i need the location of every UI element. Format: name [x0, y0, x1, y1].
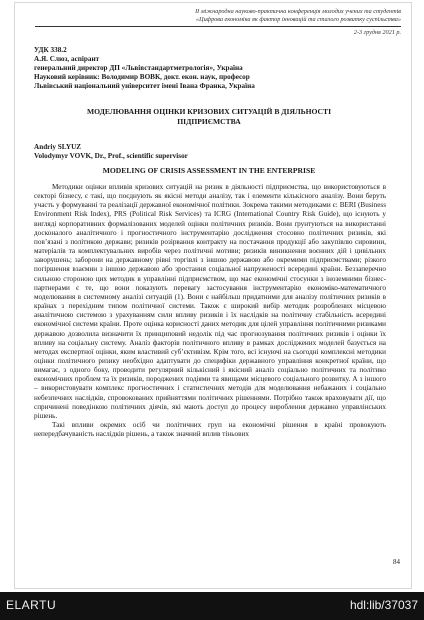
author-name-eng: Andriy SLYUZ — [34, 143, 82, 151]
page-number: 84 — [393, 558, 400, 566]
author-position-ukr: генеральний директор ДП «Львівстандартметрологія», Україна — [34, 64, 243, 72]
article-body — [34, 183, 386, 439]
eng-author-block — [34, 143, 384, 161]
header-line-2: «Цифрова економіка як фактор інновацій та сталого розвитку суспільства» — [196, 16, 401, 23]
header-rule — [35, 26, 401, 27]
university-ukr: Львівський національний університет імені Івана Франка, Україна — [34, 82, 255, 90]
footer-handle-link[interactable]: hdl:lib/37037 — [349, 598, 418, 612]
conference-date: 2-3 грудня 2021 р. — [353, 29, 401, 36]
author-name-ukr: А.Я. Слюз, аспірант — [34, 55, 100, 63]
header-line-1: ІІ міжнародна науково-практична конференція молодих учених та студентів — [195, 8, 401, 15]
supervisor-ukr: Науковий керівник: Володимир ВОВК, докт. екон. наук, професор — [34, 73, 250, 81]
conference-header — [195, 8, 401, 24]
title-ukr-line-1: МОДЕЛЮВАННЯ ОЦІНКИ КРИЗОВИХ СИТУАЦІЙ В ДІЯЛЬНОСТІ — [86, 107, 332, 116]
supervisor-eng: Volodymyr VOVK, Dr., Prof., scientific supervisor — [34, 152, 188, 160]
title-ukr-line-2: ПІДПРИЄМСТВА — [177, 117, 241, 126]
paragraph-1: Методики оцінки впливів кризових ситуацій на ризик в діяльності підприємства, що використовуються в секторі бізнесу, є такі, що поєднують як якісні методи аналізу, так і елементи кількісного аналізу. Вони беруть участь у формуванні та реалізації державної економічної політики. Зокрема такими методиками є: BERI (Business Environment Risk Index), PRS (Political Risk Services) та ICRG (International Country Risk Guide), що існують у вигляді корпоративних формалізованих моделей оцінки політичних ризиків. Вони ґрунтуються на використанні досконалого аналітичного і прогностичного інструментарію дослідження стосовно політичних ризиків, які пов’язані з політикою держави; ризиків розірвання контракту на постачання продукції або закупівлю сировини, матеріалів та комплектувальних виробів через політичні мотиви; ризиків виникнення воєнних дій і цивільних заворушень; заборони на державному рівні торгівлі з іншою державою або окремими підприємствами; різкого погіршення взаємин з іншою державою або зростання соціальної напруженості всередині країни. Беззаперечно сильною стороною цих методик в управлінні підприємством, що має економічні стосунки з іноземними бізнес-партнерами є те, що вони показують перевагу застосування інструментарію економіко-математичного моделювання в системному аналізі ситуацій (1). Вони є найбільш придатними для аналізу політичних ризиків в країнах з перехідним типом політичної системи. Також є широкий вибір методик розроблених місцевою аналітичною системою з урахуванням сили впливу ризиків і їх наслідків на політичну стабільність всередині економічної системи країни. Проте оцінка корисності даних методик для цілей управління політичними ризиками державою дозволила визначити їх принциповий недолік під час прогнозування політичних ризиків і оцінки їх впливу на соціальну систему. Аналіз факторів політичного впливу в рамках досліджених моделей базується на методах експертної оцінки, яким властивий суб’єктивізм. Крім того, всі існуючі на сьогодні комплексні методики оцінки політичного ризику необхідно адаптувати до специфіки державного управління конкретної країни, що вимагає, з одного боку, проводити регулярний кількісний і якісний аналіз соціально політичних та політико економічних проблем та їх ризиків, породжених подіями та явищами місцевого соціального розвитку. А з іншого – використовувати комплекс прогностичних і статистичних методів для моделювання небажаних і соціально небезпечних наслідків, спровокованих прийняттями політичних рішеннями. Потрібно також враховувати дії, що спричинені поведінкою політичних діячів, які мають доступ до процесу вироблення державно управлінських рішень. — [34, 183, 386, 420]
ukr-author-block — [34, 46, 384, 91]
title-ukr — [34, 107, 384, 127]
udc-code: УДК 338.2 — [34, 46, 67, 54]
paragraph-2: Такі впливи окремих осіб чи політичних груп на економічні рішення в країні провокують непередбачуваність наслідків рішень, а також значний вплив тіньових — [34, 421, 386, 439]
title-eng: MODELING OF CRISIS ASSESSMENT IN THE ENTERPRISE — [102, 166, 316, 175]
repository-footer — [0, 592, 424, 620]
footer-left-label: ELARTU — [6, 598, 57, 612]
